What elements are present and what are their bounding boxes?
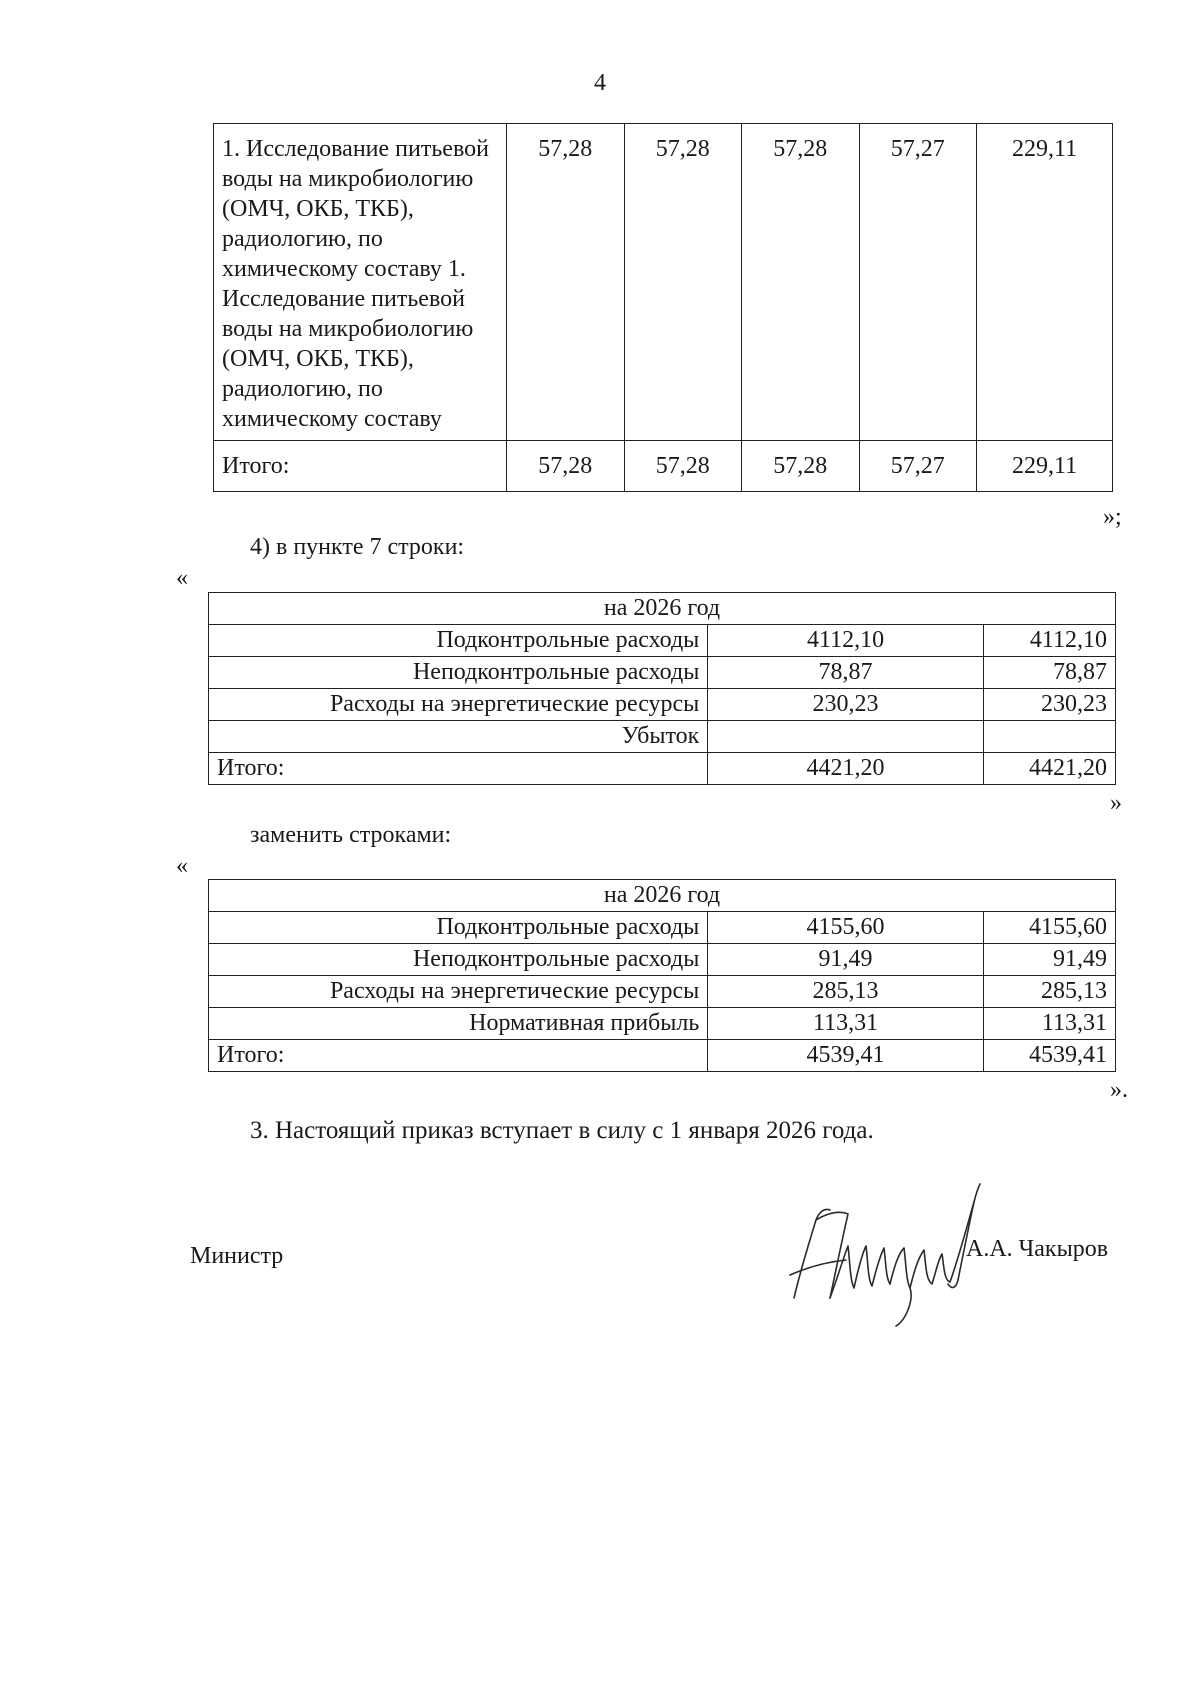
table-row (209, 976, 1116, 1008)
total-value: 4421,20 (708, 753, 983, 785)
table-header-row (209, 593, 1116, 625)
item-4-text: 4) в пункте 7 строки: (250, 534, 465, 560)
row-label: Подконтрольные расходы (209, 625, 708, 657)
total-value: 57,27 (859, 441, 977, 492)
replace-text: заменить строками: (250, 822, 452, 848)
value-cell: 57,28 (507, 124, 625, 441)
row-label: Убыток (209, 721, 708, 753)
total-value: 57,28 (624, 441, 742, 492)
table-row (209, 721, 1116, 753)
table-row (209, 944, 1116, 976)
row-value: 285,13 (983, 976, 1115, 1008)
row-value: 4155,60 (983, 912, 1115, 944)
total-row (209, 1040, 1116, 1072)
row-label: Расходы на энергетические ресурсы (209, 689, 708, 721)
table-row (209, 912, 1116, 944)
row-value: 91,49 (983, 944, 1115, 976)
open-quote: « (176, 565, 188, 591)
signatory-position: Министр (190, 1243, 284, 1269)
row-value: 230,23 (983, 689, 1115, 721)
row-value: 4112,10 (708, 625, 983, 657)
item-3-text: 3. Настоящий приказ вступает в силу с 1 января 2026 года. (250, 1117, 874, 1144)
row-value (983, 721, 1115, 753)
value-cell: 229,11 (977, 124, 1113, 441)
close-quote: ». (1110, 1077, 1128, 1103)
new-rows-table (208, 879, 1116, 1072)
total-label: Итого: (209, 1040, 708, 1072)
row-value: 78,87 (708, 657, 983, 689)
row-value: 91,49 (708, 944, 983, 976)
row-value: 78,87 (983, 657, 1115, 689)
year-header: на 2026 год (209, 593, 1116, 625)
total-value: 229,11 (977, 441, 1113, 492)
row-label: Нормативная прибыль (209, 1008, 708, 1040)
row-value: 4155,60 (708, 912, 983, 944)
table-row (209, 657, 1116, 689)
total-value: 4421,20 (983, 753, 1115, 785)
total-value: 4539,41 (983, 1040, 1115, 1072)
row-value: 230,23 (708, 689, 983, 721)
row-label: Неподконтрольные расходы (209, 657, 708, 689)
value-cell: 57,28 (624, 124, 742, 441)
total-label: Итого: (209, 753, 708, 785)
close-quote: » (1110, 790, 1122, 816)
row-label: Неподконтрольные расходы (209, 944, 708, 976)
row-value: 113,31 (708, 1008, 983, 1040)
table-row (209, 689, 1116, 721)
table-row (209, 1008, 1116, 1040)
total-value: 4539,41 (708, 1040, 983, 1072)
total-label: Итого: (214, 441, 507, 492)
table-row (214, 124, 1113, 441)
open-quote: « (176, 853, 188, 879)
row-value: 4112,10 (983, 625, 1115, 657)
signatory-name: А.А. Чакыров (966, 1236, 1109, 1262)
table-row (209, 625, 1116, 657)
row-value: 285,13 (708, 976, 983, 1008)
old-rows-table (208, 592, 1116, 785)
row-value: 113,31 (983, 1008, 1115, 1040)
total-row (214, 441, 1113, 492)
total-value: 57,28 (507, 441, 625, 492)
close-quote: »; (1103, 504, 1122, 530)
total-row (209, 753, 1116, 785)
value-cell: 57,27 (859, 124, 977, 441)
services-table (213, 123, 1113, 492)
total-value: 57,28 (742, 441, 860, 492)
page-number: 4 (594, 70, 606, 96)
row-label: Расходы на энергетические ресурсы (209, 976, 708, 1008)
value-cell: 57,28 (742, 124, 860, 441)
year-header: на 2026 год (209, 880, 1116, 912)
service-description: 1. Исследование питьевой воды на микробиологию (ОМЧ, ОКБ, ТКБ), радиологию, по химическому составу 1. Исследование питьевой воды на микробиологию (ОМЧ, ОКБ, ТКБ), радиологию, по химическому составу (214, 124, 507, 441)
row-label: Подконтрольные расходы (209, 912, 708, 944)
table-header-row (209, 880, 1116, 912)
handwritten-signature (786, 1180, 986, 1330)
row-value (708, 721, 983, 753)
